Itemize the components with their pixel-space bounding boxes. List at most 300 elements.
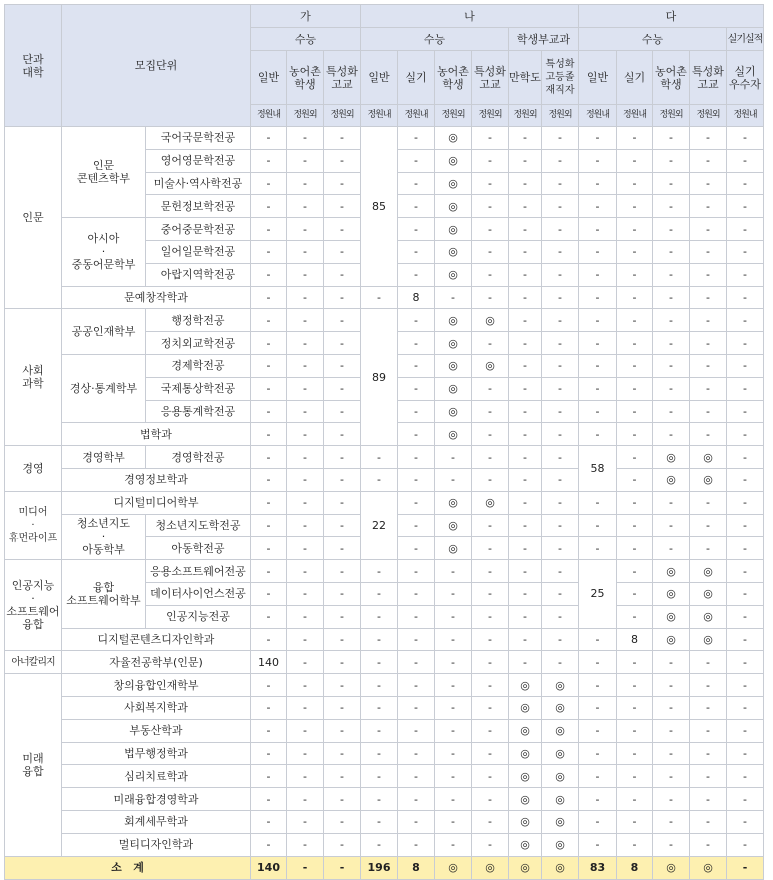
value-cell: - xyxy=(398,400,435,423)
value-cell: - xyxy=(251,127,287,150)
major-cell: 국어국문학전공 xyxy=(146,127,251,150)
value-cell: - xyxy=(287,286,324,309)
value-cell: - xyxy=(542,423,579,446)
value-cell: - xyxy=(361,742,398,765)
total-row xyxy=(5,856,764,879)
value-cell: - xyxy=(361,810,398,833)
value-cell: ◎ xyxy=(542,719,579,742)
value-cell: - xyxy=(435,605,472,628)
value-cell: - xyxy=(398,765,435,788)
value-cell: - xyxy=(579,765,617,788)
value-cell: - xyxy=(324,286,361,309)
quota-label: 정원내 xyxy=(727,105,764,127)
value-cell: - xyxy=(472,628,509,651)
value-cell: - xyxy=(324,537,361,560)
value-cell: - xyxy=(579,651,617,674)
value-cell: - xyxy=(435,286,472,309)
value-cell: - xyxy=(251,491,287,514)
value-cell: ◎ xyxy=(509,742,542,765)
value-cell: - xyxy=(324,628,361,651)
value-cell: - xyxy=(287,127,324,150)
value-cell: - xyxy=(727,788,764,811)
value-cell: - xyxy=(251,309,287,332)
value-cell: - xyxy=(617,127,653,150)
value-cell: - xyxy=(472,582,509,605)
type-rural: 농어촌 학생 xyxy=(653,51,690,105)
value-cell: - xyxy=(579,400,617,423)
value-cell: - xyxy=(727,742,764,765)
value-cell: - xyxy=(472,696,509,719)
college-cell: 사회 과학 xyxy=(5,309,62,446)
value-cell: - xyxy=(287,833,324,856)
total-value: 196 xyxy=(361,856,398,879)
value-cell: - xyxy=(472,651,509,674)
major-cell: 문헌정보학전공 xyxy=(146,195,251,218)
value-cell: ◎ xyxy=(435,537,472,560)
value-cell: - xyxy=(287,218,324,241)
value-cell: - xyxy=(542,127,579,150)
total-value: ◎ xyxy=(690,856,727,879)
value-cell: 8 xyxy=(617,628,653,651)
value-cell: - xyxy=(287,582,324,605)
value-cell: - xyxy=(579,309,617,332)
value-cell: - xyxy=(653,218,690,241)
value-cell: - xyxy=(324,195,361,218)
value-cell: - xyxy=(287,354,324,377)
value-cell: - xyxy=(435,582,472,605)
value-cell: - xyxy=(251,332,287,355)
college-cell: 경영 xyxy=(5,446,62,492)
value-cell: - xyxy=(509,400,542,423)
value-cell: - xyxy=(435,765,472,788)
value-cell: - xyxy=(324,491,361,514)
value-cell: - xyxy=(617,582,653,605)
value-cell: ◎ xyxy=(435,240,472,263)
value-cell: - xyxy=(398,537,435,560)
value-cell: - xyxy=(324,833,361,856)
college-cell: 미디어 · 휴먼라이프 xyxy=(5,491,62,559)
value-cell: - xyxy=(509,582,542,605)
value-cell: - xyxy=(617,195,653,218)
value-cell: ◎ xyxy=(509,674,542,697)
value-cell: - xyxy=(579,332,617,355)
value-cell: - xyxy=(690,377,727,400)
department-cell: 인문 콘텐츠학부 xyxy=(62,127,146,218)
type-practical-excellent: 실기 우수자 xyxy=(727,51,764,105)
value-cell: - xyxy=(727,172,764,195)
total-value: - xyxy=(287,856,324,879)
value-cell: - xyxy=(727,423,764,446)
value-cell: ◎ xyxy=(435,218,472,241)
value-cell: - xyxy=(617,605,653,628)
value-cell: - xyxy=(509,491,542,514)
value-cell: - xyxy=(435,651,472,674)
value-cell: - xyxy=(727,446,764,469)
value-cell: - xyxy=(324,719,361,742)
table-row xyxy=(5,286,764,309)
value-cell: - xyxy=(653,491,690,514)
value-cell: - xyxy=(690,240,727,263)
value-cell: - xyxy=(653,263,690,286)
value-cell: - xyxy=(398,560,435,583)
value-cell: - xyxy=(653,810,690,833)
major-cell: 국제통상학전공 xyxy=(146,377,251,400)
value-cell: - xyxy=(509,332,542,355)
value-cell: - xyxy=(472,605,509,628)
value-cell: - xyxy=(617,491,653,514)
value-cell: - xyxy=(617,309,653,332)
value-cell: - xyxy=(509,354,542,377)
value-cell: - xyxy=(361,765,398,788)
quota-label: 정원외 xyxy=(653,105,690,127)
value-cell: - xyxy=(579,833,617,856)
value-cell: - xyxy=(509,218,542,241)
value-cell: - xyxy=(617,354,653,377)
value-cell: - xyxy=(398,514,435,537)
type-general: 일반 xyxy=(361,51,398,105)
department-cell: 회계세무학과 xyxy=(62,810,251,833)
value-cell: ◎ xyxy=(509,719,542,742)
value-cell: - xyxy=(509,195,542,218)
quota-label: 정원외 xyxy=(542,105,579,127)
table-row xyxy=(5,742,764,765)
value-cell: ◎ xyxy=(542,788,579,811)
value-cell: - xyxy=(617,674,653,697)
value-cell: - xyxy=(398,354,435,377)
value-cell: - xyxy=(690,696,727,719)
table-row xyxy=(5,491,764,514)
department-cell: 자율전공학부(인문) xyxy=(62,651,251,674)
value-cell: ◎ xyxy=(509,833,542,856)
value-cell: - xyxy=(727,491,764,514)
value-cell: ◎ xyxy=(690,628,727,651)
value-cell: ◎ xyxy=(653,560,690,583)
table-row xyxy=(5,560,764,583)
value-cell: - xyxy=(435,810,472,833)
value-cell: 22 xyxy=(361,491,398,559)
value-cell: - xyxy=(287,674,324,697)
type-special-hs: 특성화 고교 xyxy=(690,51,727,105)
value-cell: - xyxy=(287,651,324,674)
value-cell: - xyxy=(653,332,690,355)
value-cell: - xyxy=(653,423,690,446)
value-cell: - xyxy=(653,309,690,332)
value-cell: - xyxy=(727,309,764,332)
value-cell: - xyxy=(251,719,287,742)
value-cell: - xyxy=(324,651,361,674)
value-cell: ◎ xyxy=(435,195,472,218)
value-cell: ◎ xyxy=(435,400,472,423)
value-cell: - xyxy=(435,742,472,765)
total-value: ◎ xyxy=(472,856,509,879)
value-cell: - xyxy=(690,195,727,218)
value-cell: - xyxy=(509,127,542,150)
value-cell: - xyxy=(690,810,727,833)
department-cell: 법무행정학과 xyxy=(62,742,251,765)
value-cell: - xyxy=(287,332,324,355)
value-cell: - xyxy=(653,195,690,218)
value-cell: - xyxy=(398,651,435,674)
value-cell: ◎ xyxy=(542,833,579,856)
value-cell: - xyxy=(653,674,690,697)
value-cell: - xyxy=(472,833,509,856)
value-cell: - xyxy=(287,240,324,263)
value-cell: - xyxy=(324,149,361,172)
value-cell: - xyxy=(579,423,617,446)
value-cell: - xyxy=(287,423,324,446)
value-cell: - xyxy=(287,263,324,286)
value-cell: - xyxy=(579,742,617,765)
value-cell: - xyxy=(617,172,653,195)
value-cell: - xyxy=(509,628,542,651)
value-cell: - xyxy=(287,172,324,195)
value-cell: - xyxy=(435,674,472,697)
value-cell: - xyxy=(398,742,435,765)
value-cell: - xyxy=(251,788,287,811)
college-cell: 아너칼리지 xyxy=(5,651,62,674)
value-cell: - xyxy=(251,218,287,241)
value-cell: - xyxy=(542,172,579,195)
value-cell: - xyxy=(472,263,509,286)
value-cell: 8 xyxy=(398,286,435,309)
value-cell: - xyxy=(324,263,361,286)
value-cell: - xyxy=(542,377,579,400)
value-cell: - xyxy=(251,446,287,469)
value-cell: - xyxy=(472,332,509,355)
total-value: 83 xyxy=(579,856,617,879)
value-cell: - xyxy=(509,286,542,309)
value-cell: - xyxy=(324,423,361,446)
value-cell: - xyxy=(435,696,472,719)
value-cell: - xyxy=(617,719,653,742)
department-cell: 부동산학과 xyxy=(62,719,251,742)
value-cell: - xyxy=(727,218,764,241)
value-cell: - xyxy=(324,696,361,719)
value-cell: ◎ xyxy=(435,172,472,195)
value-cell: - xyxy=(324,240,361,263)
value-cell: - xyxy=(398,788,435,811)
major-cell: 미술사·역사학전공 xyxy=(146,172,251,195)
value-cell: - xyxy=(690,149,727,172)
value-cell: - xyxy=(542,195,579,218)
type-general: 일반 xyxy=(251,51,287,105)
value-cell: - xyxy=(727,468,764,491)
value-cell: - xyxy=(727,833,764,856)
value-cell: - xyxy=(653,286,690,309)
major-cell: 응용통계학전공 xyxy=(146,400,251,423)
value-cell: - xyxy=(690,172,727,195)
value-cell: - xyxy=(617,468,653,491)
type-special-grad: 특성화 고등졸 재직자 xyxy=(542,51,579,105)
value-cell: ◎ xyxy=(690,605,727,628)
value-cell: - xyxy=(653,127,690,150)
department-cell: 사회복지학과 xyxy=(62,696,251,719)
value-cell: - xyxy=(617,286,653,309)
value-cell: - xyxy=(653,765,690,788)
value-cell: - xyxy=(579,172,617,195)
value-cell: - xyxy=(509,172,542,195)
value-cell: - xyxy=(653,651,690,674)
department-cell: 법학과 xyxy=(62,423,251,446)
value-cell: - xyxy=(361,468,398,491)
total-value: - xyxy=(324,856,361,879)
value-cell: - xyxy=(287,400,324,423)
value-cell: - xyxy=(653,400,690,423)
value-cell: - xyxy=(287,195,324,218)
da-suneung-header: 수능 xyxy=(579,28,727,51)
value-cell: - xyxy=(398,810,435,833)
value-cell: - xyxy=(324,514,361,537)
value-cell: - xyxy=(287,560,324,583)
value-cell: - xyxy=(287,605,324,628)
type-special-hs: 특성화 고교 xyxy=(472,51,509,105)
value-cell: - xyxy=(251,286,287,309)
value-cell: ◎ xyxy=(542,674,579,697)
total-value: 8 xyxy=(617,856,653,879)
department-cell: 청소년지도 · 아동학부 xyxy=(62,514,146,560)
value-cell: - xyxy=(727,400,764,423)
admission-quota-table xyxy=(4,4,764,880)
admission-table-container xyxy=(4,4,764,880)
value-cell: ◎ xyxy=(509,765,542,788)
value-cell: - xyxy=(509,240,542,263)
value-cell: - xyxy=(690,263,727,286)
type-practical: 실기 xyxy=(617,51,653,105)
value-cell: ◎ xyxy=(435,263,472,286)
major-cell: 데이터사이언스전공 xyxy=(146,582,251,605)
value-cell: - xyxy=(542,468,579,491)
value-cell: - xyxy=(579,674,617,697)
value-cell: - xyxy=(398,674,435,697)
value-cell: - xyxy=(653,696,690,719)
value-cell: - xyxy=(579,788,617,811)
type-special-hs: 특성화 고교 xyxy=(324,51,361,105)
value-cell: - xyxy=(472,286,509,309)
value-cell: - xyxy=(472,765,509,788)
group-ga-header: 가 xyxy=(251,5,361,28)
value-cell: - xyxy=(398,696,435,719)
value-cell: - xyxy=(435,560,472,583)
value-cell: - xyxy=(287,446,324,469)
value-cell: - xyxy=(727,628,764,651)
value-cell: - xyxy=(542,400,579,423)
value-cell: 25 xyxy=(579,560,617,628)
value-cell: - xyxy=(472,400,509,423)
value-cell: - xyxy=(398,833,435,856)
total-value: ◎ xyxy=(509,856,542,879)
major-cell: 아동학전공 xyxy=(146,537,251,560)
value-cell: - xyxy=(727,263,764,286)
quota-label: 정원외 xyxy=(690,105,727,127)
table-row xyxy=(5,765,764,788)
value-cell: - xyxy=(653,377,690,400)
value-cell: - xyxy=(472,537,509,560)
value-cell: - xyxy=(287,468,324,491)
value-cell: - xyxy=(398,309,435,332)
department-cell: 디지털미디어학부 xyxy=(62,491,251,514)
value-cell: - xyxy=(509,605,542,628)
value-cell: - xyxy=(579,263,617,286)
value-cell: - xyxy=(509,309,542,332)
value-cell: ◎ xyxy=(435,127,472,150)
total-value: ◎ xyxy=(542,856,579,879)
value-cell: ◎ xyxy=(435,309,472,332)
value-cell: - xyxy=(324,127,361,150)
value-cell: - xyxy=(251,423,287,446)
value-cell: - xyxy=(727,537,764,560)
value-cell: - xyxy=(509,446,542,469)
value-cell: - xyxy=(324,400,361,423)
value-cell: - xyxy=(398,423,435,446)
value-cell: - xyxy=(509,560,542,583)
value-cell: ◎ xyxy=(653,605,690,628)
type-rural: 농어촌 학생 xyxy=(435,51,472,105)
table-row xyxy=(5,696,764,719)
major-cell: 인공지능전공 xyxy=(146,605,251,628)
value-cell: ◎ xyxy=(472,309,509,332)
value-cell: - xyxy=(542,332,579,355)
value-cell: - xyxy=(542,446,579,469)
value-cell: - xyxy=(727,286,764,309)
value-cell: - xyxy=(653,149,690,172)
value-cell: - xyxy=(324,765,361,788)
type-practical: 실기 xyxy=(398,51,435,105)
value-cell: - xyxy=(472,674,509,697)
value-cell: - xyxy=(727,195,764,218)
da-practical-record-header: 실기실적 xyxy=(727,28,764,51)
major-cell: 경제학전공 xyxy=(146,354,251,377)
department-cell: 문예창작학과 xyxy=(62,286,251,309)
value-cell: - xyxy=(472,240,509,263)
value-cell: - xyxy=(251,674,287,697)
department-cell: 멀티디자인학과 xyxy=(62,833,251,856)
value-cell: - xyxy=(324,377,361,400)
value-cell: - xyxy=(324,332,361,355)
value-cell: - xyxy=(398,628,435,651)
value-cell: - xyxy=(653,788,690,811)
value-cell: - xyxy=(542,582,579,605)
value-cell: - xyxy=(690,218,727,241)
value-cell: ◎ xyxy=(542,696,579,719)
value-cell: - xyxy=(251,468,287,491)
value-cell: - xyxy=(435,719,472,742)
value-cell: - xyxy=(617,560,653,583)
value-cell: - xyxy=(361,560,398,583)
value-cell: - xyxy=(617,423,653,446)
value-cell: 85 xyxy=(361,127,398,287)
value-cell: - xyxy=(542,560,579,583)
value-cell: ◎ xyxy=(542,810,579,833)
major-cell: 아랍지역학전공 xyxy=(146,263,251,286)
department-cell: 공공인재학부 xyxy=(62,309,146,355)
value-cell: - xyxy=(361,446,398,469)
value-cell: - xyxy=(398,468,435,491)
value-cell: - xyxy=(727,651,764,674)
value-cell: ◎ xyxy=(653,582,690,605)
value-cell: - xyxy=(472,514,509,537)
total-value: ◎ xyxy=(653,856,690,879)
value-cell: - xyxy=(727,696,764,719)
value-cell: - xyxy=(727,514,764,537)
value-cell: - xyxy=(472,423,509,446)
value-cell: - xyxy=(398,218,435,241)
value-cell: - xyxy=(617,332,653,355)
table-row xyxy=(5,309,764,332)
value-cell: - xyxy=(579,491,617,514)
value-cell: ◎ xyxy=(435,149,472,172)
unit-header: 모집단위 xyxy=(62,5,251,127)
value-cell: - xyxy=(727,240,764,263)
